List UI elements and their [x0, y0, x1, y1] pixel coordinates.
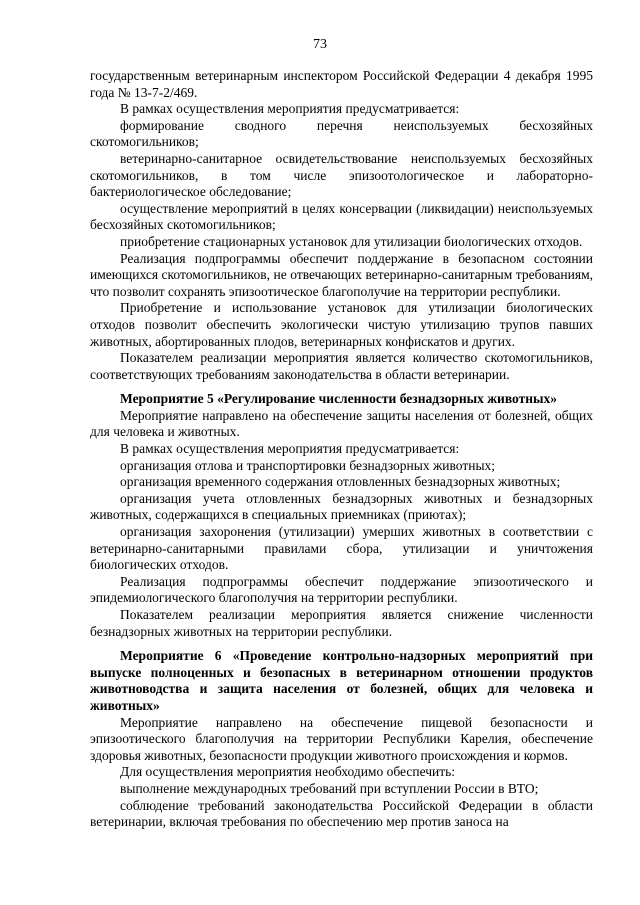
body-paragraph: Для осуществления мероприятия необходимо обеспечить:: [120, 764, 456, 780]
body-paragraph: Реализация подпрограммы обеспечит поддержание в безопасном состоянии имеющихся скотомогильников, не отвечающих ветеринарно-санитарным требованиям, что позволит сохранять эпизоотическое благополучие на территории республики.: [90, 250, 593, 299]
body-paragraph: формирование сводного перечня неиспользуемых бесхозяйных скотомогильников;: [90, 117, 593, 150]
body-paragraph: организация временного содержания отловленных безнадзорных животных;: [120, 474, 561, 490]
section-heading: Мероприятие 5 «Регулирование численности безнадзорных животных»: [120, 391, 558, 407]
body-paragraph: осуществление мероприятий в целях консервации (ликвидации) неиспользуемых бесхозяйных скотомогильников;: [90, 200, 593, 233]
body-paragraph: ветеринарно-санитарное освидетельствование неиспользуемых бесхозяйных скотомогильников, в том числе эпизоотологическое и лабораторно-бактериологическое обследование;: [90, 150, 593, 200]
section-heading: Мероприятие 6 «Проведение контрольно-надзорных мероприятий при выпуске полноценных и безопасных в ветеринарном отношении продуктов животноводства и защита населения от болезней, общих для человека и животных»: [90, 648, 593, 713]
body-paragraph: Мероприятие направлено на обеспечение пищевой безопасности и эпизоотического благополучия на территории Республики Карелия, обеспечение здоровья животных, безопасности продукции животного происхождения и кормов.: [90, 714, 593, 763]
body-paragraph: Реализация подпрограммы обеспечит поддержание эпизоотического и эпидемиологического благополучия на территории республики.: [90, 573, 593, 606]
body-paragraph: соблюдение требований законодательства Российской Федерации в области ветеринарии, включая требования по обеспечению мер против заноса на: [90, 797, 593, 830]
body-paragraph: Приобретение и использование установок для утилизации биологических отходов позволит обеспечить экологически чистую утилизацию трупов павших животных, абортированных плодов, ветеринарных конфискатов и других.: [90, 300, 593, 349]
body-paragraph: Показателем реализации мероприятия является снижение численности безнадзорных животных на территории республики.: [90, 607, 593, 639]
page-number: 73: [313, 37, 327, 52]
body-paragraph: Мероприятие направлено на обеспечение защиты населения от болезней, общих для человека и животных.: [90, 407, 593, 440]
body-paragraph: приобретение стационарных установок для утилизации биологических отходов.: [120, 233, 583, 249]
body-paragraph: организация захоронения (утилизации) умерших животных в соответствии с ветеринарно-санитарными правилами сбора, утилизации и уничтожения биологических отходов.: [90, 524, 593, 573]
body-paragraph: Показателем реализации мероприятия является количество скотомогильников, соответствующих требованиям законодательства в области ветеринарии.: [90, 350, 593, 382]
document-body: [90, 68, 593, 831]
body-paragraph: организация учета отловленных безнадзорных животных и безнадзорных животных, содержащихся в специальных приемниках (приютах);: [90, 490, 593, 523]
body-paragraph: В рамках осуществления мероприятия предусматривается:: [120, 441, 460, 457]
body-paragraph: В рамках осуществления мероприятия предусматривается:: [120, 101, 460, 117]
body-paragraph: организация отлова и транспортировки безнадзорных животных;: [120, 457, 496, 473]
body-paragraph: выполнение международных требований при вступлении России в ВТО;: [120, 780, 539, 796]
body-paragraph: государственным ветеринарным инспектором Российской Федерации 4 декабря 1995 года № 13-7-2/469.: [90, 68, 593, 100]
